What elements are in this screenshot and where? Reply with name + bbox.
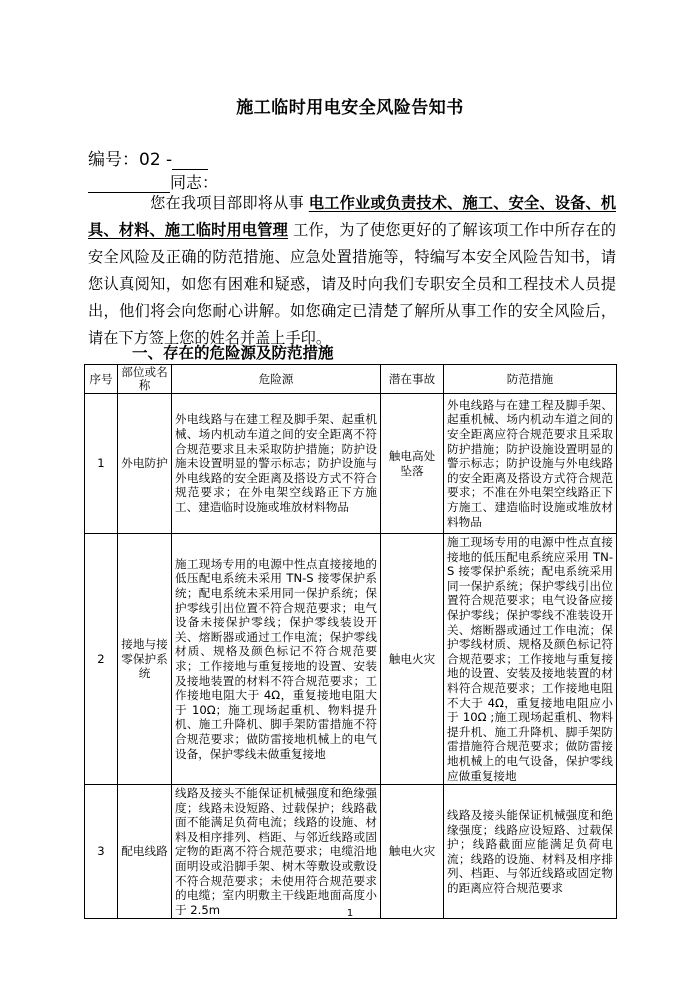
row-accident: 触电高处坠落 [381, 394, 444, 534]
table-row [85, 534, 617, 785]
row-hazard: 线路及接头不能保证机械强度和绝缘强度；线路未设短路、过载保护；线路截面不能满足负荷电流；线路的设施、材料及相序排列、档距、与邻近线路或固定物的距离不符合规范要求；电缆沿地面明设或沿脚手架、树木等敷设或敷设不符合规范要求；未使用符合规范要求的电缆；室内明敷主干线距地面高度小于 2.5m [172, 785, 381, 919]
row-measures: 外电线路与在建工程及脚手架、起重机械、场内机动车道之间的安全距离应符合规范要求且采取防护措施；防护设施设置明显的警示标志；防护设施与外电线路的安全距离及搭设方式符合规范要求；不准在外电架空线路正下方施工、建造临时设施或堆放材料物品 [444, 394, 617, 534]
table-row [85, 785, 617, 919]
header-accident: 潜在事故 [381, 365, 444, 394]
intro-highlight: 电工作业或负责技术、施工、安全、设备、机具、材料、施工临时用电管理 [88, 194, 617, 239]
table-row [85, 394, 617, 534]
section-title: 一、存在的危险源及防范措施 [132, 344, 334, 362]
row-part: 外电防护 [118, 394, 172, 534]
row-hazard: 施工现场专用的电源中性点直接接地的低压配电系统未采用 TN-S 接零保护系统；配电系统未采用同一保护系统；保护零线引出位置不符合规范要求；电气设备未接保护零线；保护零线装设开关、熔断器或通过工作电流；保护零线材质、规格及颜色标记不符合规范要求；工作接地与重复接地的设置、安装及接地装置的材料不符合规范要求；工作接地电阻大于 4Ω，重复接地电阻大于 10Ω；施工现场起重机、物料提升机、施工升降机、脚手架防雷措施不符合规范要求；做防雷接地机械上的电气设备，保护零线未做重复接地 [172, 534, 381, 785]
risk-table [84, 364, 617, 919]
document-number [88, 145, 208, 170]
page-number: 1 [346, 908, 354, 919]
intro-body: 工作，为了使您更好的了解该项工作中所存在的安全风险及正确的防范措施、应急处置措施等，特编写本安全风险告知书，请您认真阅知，如您有困难和疑惑，请及时向我们专职安全员和工程技术人员提出，他们将会向您耐心讲解。如您确定已清楚了解所从事工作的安全风险后，请在下方签上您的姓名并盖上手印。 [88, 221, 617, 347]
row-hazard: 外电线路与在建工程及脚手架、起重机械、场内机动车道之间的安全距离不符合规范要求且未采取防护措施；防护设施未设置明显的警示标志；防护设施与外电线路的安全距离及搭设方式不符合规范要求；在外电架空线路正下方施工、建造临时设施或堆放材料物品 [172, 394, 381, 534]
table-header-row [85, 365, 617, 394]
number-label: 编号：02 - [88, 150, 173, 170]
intro-prefix: 您在我项目部即将从事 [150, 194, 304, 212]
greeting-suffix: 同志： [170, 173, 219, 192]
row-no: 2 [85, 534, 118, 785]
header-part: 部位或名称 [118, 365, 172, 394]
number-blank[interactable] [172, 153, 208, 170]
row-accident: 触电火灾 [381, 534, 444, 785]
header-hazard: 危险源 [172, 365, 381, 394]
row-measures: 施工现场专用的电源中性点直接接地的低压配电系统应采用 TN-S 接零保护系统；配电系统采用同一保护系统；保护零线引出位置符合规范要求；电气设备应接保护零线；保护零线不准装设开关、熔断器或通过工作电流；保护零线材质、规格及颜色标记符合规范要求；工作接地与重复接地的设置、安装及接地装置的材料符合规范要求；工作接地电阻不大于 4Ω，重复接地电阻应小于 10Ω ;施工现场起重机、物料提升机、施工升降机、脚手架防雷措施符合规范要求；做防雷接地机械上的电气设备，保护零线应做重复接地 [444, 534, 617, 785]
row-measures: 线路及接头能保证机械强度和绝缘强度；线路应设短路、过载保护；线路截面应能满足负荷电流；线路的设施、材料及相序排列、档距、与邻近线路或固定物的距离应符合规范要求 [444, 785, 617, 919]
header-measures: 防范措施 [444, 365, 617, 394]
intro-paragraph [88, 190, 616, 352]
row-accident: 触电火灾 [381, 785, 444, 919]
row-part: 配电线路 [118, 785, 172, 919]
row-no: 1 [85, 394, 118, 534]
row-part: 接地与接零保护系统 [118, 534, 172, 785]
header-no: 序号 [85, 365, 118, 394]
row-no: 3 [85, 785, 118, 919]
document-title: 施工临时用电安全风险告知书 [236, 98, 464, 118]
